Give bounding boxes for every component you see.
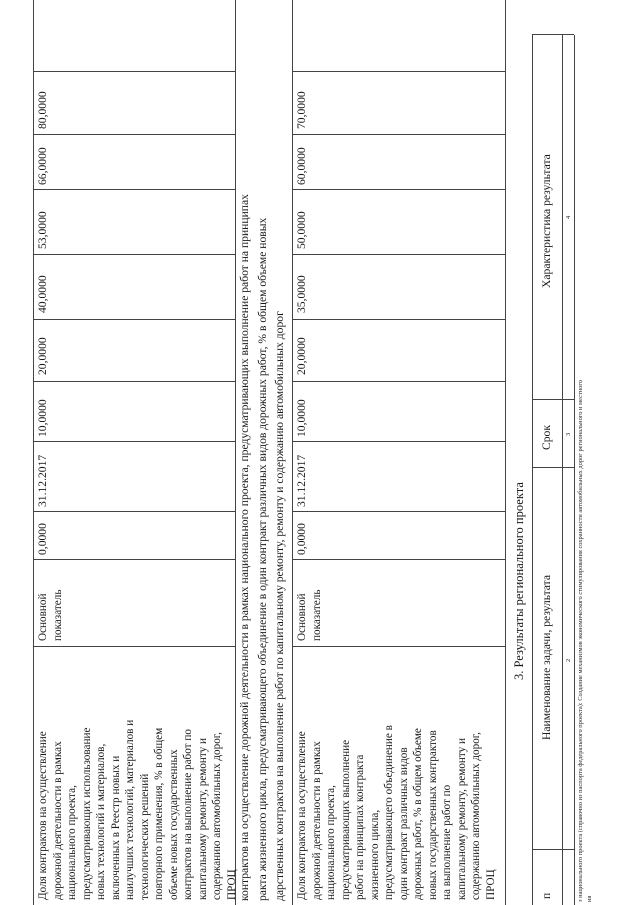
col-number: 3: [565, 432, 572, 436]
col-line-5: [33, 381, 235, 382]
value-cell: 50,0000: [295, 211, 308, 249]
col-line-1b: [292, 646, 505, 647]
indicator-type: Основной показатель: [37, 589, 64, 641]
base-date: 31.12.2017: [36, 454, 49, 507]
col-line-10: [33, 71, 235, 72]
base-value: 0,0000: [36, 523, 49, 555]
results-col-line-2: [532, 467, 574, 468]
value-cell: 10,0000: [295, 399, 308, 437]
indicator-type: Основной показатель: [296, 589, 323, 641]
value-cell: 53,0000: [36, 211, 49, 249]
col-line-9b: [292, 134, 505, 135]
col-line-6: [33, 319, 235, 320]
base-value: 0,0000: [295, 523, 308, 555]
value-cell: 70,0000: [295, 91, 308, 129]
col-line-6b: [292, 319, 505, 320]
value-cell: 35,0000: [295, 275, 308, 313]
indicator-name: Доля контрактов на осуществление дорожной деятельности в рамках национального проекта, предусматривающих использование новых технологий и материалов, включенных в Реестр новых и наилучших технологий, материалов и технологических решений повторного применения, % в общем объеме новых государственных контрактов на выполнение работ по капитальному ремонту, ремонту и содержанию автомобильных дорог, ПРОЦ: [37, 719, 238, 900]
base-date: 31.12.2017: [295, 454, 308, 507]
results-note-line2: ия: [586, 895, 593, 902]
header-num: п: [540, 892, 553, 899]
col-line-4b: [292, 441, 505, 442]
table-border-bottom: [505, 0, 506, 905]
header-name: Наименование задачи, результата: [540, 574, 553, 740]
col-line-7: [33, 254, 235, 255]
col-line-10b: [292, 71, 505, 72]
value-cell: 66,0000: [36, 147, 49, 185]
value-cell: 10,0000: [36, 399, 49, 437]
section-title: 3. Результаты регионального проекта: [512, 482, 526, 680]
section-caption-line1: контрактов на осуществление дорожной деятельности в рамках национального проекта, предусматривающих выполнение работ на принципах: [238, 194, 251, 901]
col-line-5b: [292, 381, 505, 382]
value-cell: 20,0000: [36, 337, 49, 375]
table-border-top: [33, 0, 34, 905]
col-line-3b: [292, 511, 505, 512]
row-divider-caption-bottom: [292, 0, 293, 905]
col-line-3: [33, 511, 235, 512]
col-line-7b: [292, 254, 505, 255]
header-deadline: Срок: [540, 425, 553, 450]
value-cell: 40,0000: [36, 275, 49, 313]
col-line-8: [33, 189, 235, 190]
col-line-1: [33, 646, 235, 647]
header-characteristic: Характеристика результата: [540, 154, 553, 288]
col-line-9: [33, 134, 235, 135]
value-cell: 60,0000: [295, 147, 308, 185]
section-caption-line3: дарственных контрактов на выполнение работ по капитальному ремонту, ремонту и содержанию автомобильных дорог: [273, 311, 286, 901]
results-col-line-1: [532, 849, 574, 850]
col-line-8b: [292, 189, 505, 190]
results-note-line1: з национального проекта (справочно из паспорта федерального проекта): Создание механизмов экономического стимулирования сохранности автомобильных дорог регионального и местного: [577, 380, 584, 902]
col-line-4: [33, 441, 235, 442]
indicator-name: Доля контрактов на осуществление дорожной деятельности в рамках национального проекта, предусматривающих выполнение работ на принципах контракта жизненного цикла, предусматривающего объединение в один контракт различных видов дорожных работ, % в общем объеме новых государственных контрактов на выполнение работ по капитальному ремонту, ремонту и содержанию автомобильных дорог, ПРОЦ: [296, 725, 497, 900]
value-cell: 80,0000: [36, 91, 49, 129]
section-caption-line2: ракта жизненного цикла, предусматривающего объединение в один контракт различных видов дорожных работ, % в общем объеме новых: [256, 217, 269, 901]
col-number: 2: [565, 658, 572, 662]
results-header-top: [532, 35, 533, 905]
results-header-mid: [562, 35, 563, 905]
col-number: 4: [565, 215, 572, 219]
col-line-2b: [292, 559, 505, 560]
results-header-bottom: [574, 35, 575, 905]
value-cell: 20,0000: [295, 337, 308, 375]
results-col-line-3: [532, 399, 574, 400]
col-line-2: [33, 559, 235, 560]
results-col-line-4: [532, 34, 574, 35]
